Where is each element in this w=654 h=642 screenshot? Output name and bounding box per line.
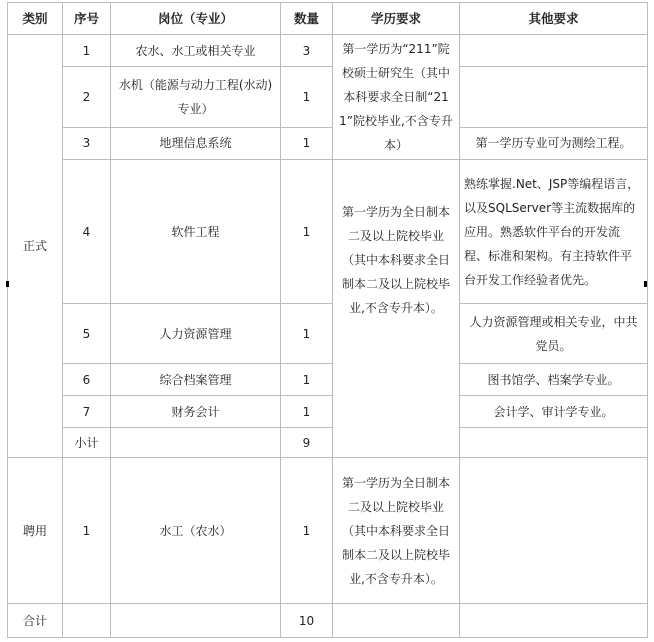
resize-handle-left[interactable] bbox=[6, 281, 9, 287]
row-other: 会计学、审计学专业。 bbox=[460, 396, 648, 428]
total-label: 合计 bbox=[8, 604, 63, 638]
row-no: 2 bbox=[63, 67, 111, 127]
row-position: 农水、水工或相关专业 bbox=[111, 35, 281, 67]
subtotal-other bbox=[460, 428, 648, 458]
resize-handle-right[interactable] bbox=[644, 281, 647, 287]
row-count: 1 bbox=[281, 364, 333, 396]
table-row bbox=[8, 67, 648, 127]
education-requirement-hired: 第一学历为全日制本二及以上院校毕业（其中本科要求全日制本二及以上院校毕业,不含专升本）。 bbox=[333, 458, 460, 604]
row-no: 5 bbox=[63, 304, 111, 364]
row-count: 1 bbox=[281, 67, 333, 127]
row-position: 水工（农水） bbox=[111, 458, 281, 604]
row-no: 4 bbox=[63, 160, 111, 304]
subtotal-row bbox=[8, 428, 648, 458]
row-position: 水机（能源与动力工程(水动)专业） bbox=[111, 67, 281, 127]
category-hired: 聘用 bbox=[8, 458, 63, 604]
row-count: 1 bbox=[281, 304, 333, 364]
recruitment-table bbox=[7, 2, 648, 638]
table-row bbox=[8, 160, 648, 304]
row-other: 人力资源管理或相关专业，中共党员。 bbox=[460, 304, 648, 364]
total-position bbox=[111, 604, 281, 638]
row-count: 1 bbox=[281, 396, 333, 428]
row-position: 人力资源管理 bbox=[111, 304, 281, 364]
header-row bbox=[8, 3, 648, 35]
subtotal-count: 9 bbox=[281, 428, 333, 458]
header-education: 学历要求 bbox=[333, 3, 460, 35]
header-category: 类别 bbox=[8, 3, 63, 35]
subtotal-label: 小计 bbox=[63, 428, 111, 458]
table-row bbox=[8, 364, 648, 396]
total-no bbox=[63, 604, 111, 638]
header-number: 序号 bbox=[63, 3, 111, 35]
row-position: 财务会计 bbox=[111, 396, 281, 428]
row-no: 7 bbox=[63, 396, 111, 428]
row-other bbox=[460, 67, 648, 127]
row-position: 地理信息系统 bbox=[111, 127, 281, 159]
row-other: 第一学历专业可为测绘工程。 bbox=[460, 127, 648, 159]
table-row bbox=[8, 127, 648, 159]
subtotal-position bbox=[111, 428, 281, 458]
table-row bbox=[8, 304, 648, 364]
table-row bbox=[8, 35, 648, 67]
row-other bbox=[460, 458, 648, 604]
row-no: 3 bbox=[63, 127, 111, 159]
education-requirement-a: 第一学历为“211”院校硕士研究生（其中本科要求全日制“211”院校毕业,不含专升本） bbox=[333, 35, 460, 160]
total-row bbox=[8, 604, 648, 638]
category-formal: 正式 bbox=[8, 35, 63, 458]
row-count: 1 bbox=[281, 160, 333, 304]
row-no: 1 bbox=[63, 35, 111, 67]
total-count: 10 bbox=[281, 604, 333, 638]
row-other bbox=[460, 35, 648, 67]
row-other: 熟练掌握.Net、JSP等编程语言，以及SQLServer等主流数据库的应用。熟悉软件平台的开发流程、标准和架构。有主持软件平台开发工作经验者优先。 bbox=[460, 160, 648, 304]
row-count: 3 bbox=[281, 35, 333, 67]
header-count: 数量 bbox=[281, 3, 333, 35]
row-count: 1 bbox=[281, 458, 333, 604]
row-no: 1 bbox=[63, 458, 111, 604]
education-requirement-b: 第一学历为全日制本二及以上院校毕业（其中本科要求全日制本二及以上院校毕业,不含专升本）。 bbox=[333, 160, 460, 458]
header-position: 岗位（专业） bbox=[111, 3, 281, 35]
header-other: 其他要求 bbox=[460, 3, 648, 35]
row-position: 软件工程 bbox=[111, 160, 281, 304]
row-count: 1 bbox=[281, 127, 333, 159]
total-education bbox=[333, 604, 460, 638]
row-position: 综合档案管理 bbox=[111, 364, 281, 396]
row-other: 图书馆学、档案学专业。 bbox=[460, 364, 648, 396]
total-other bbox=[460, 604, 648, 638]
table-row bbox=[8, 458, 648, 604]
row-no: 6 bbox=[63, 364, 111, 396]
table-row bbox=[8, 396, 648, 428]
